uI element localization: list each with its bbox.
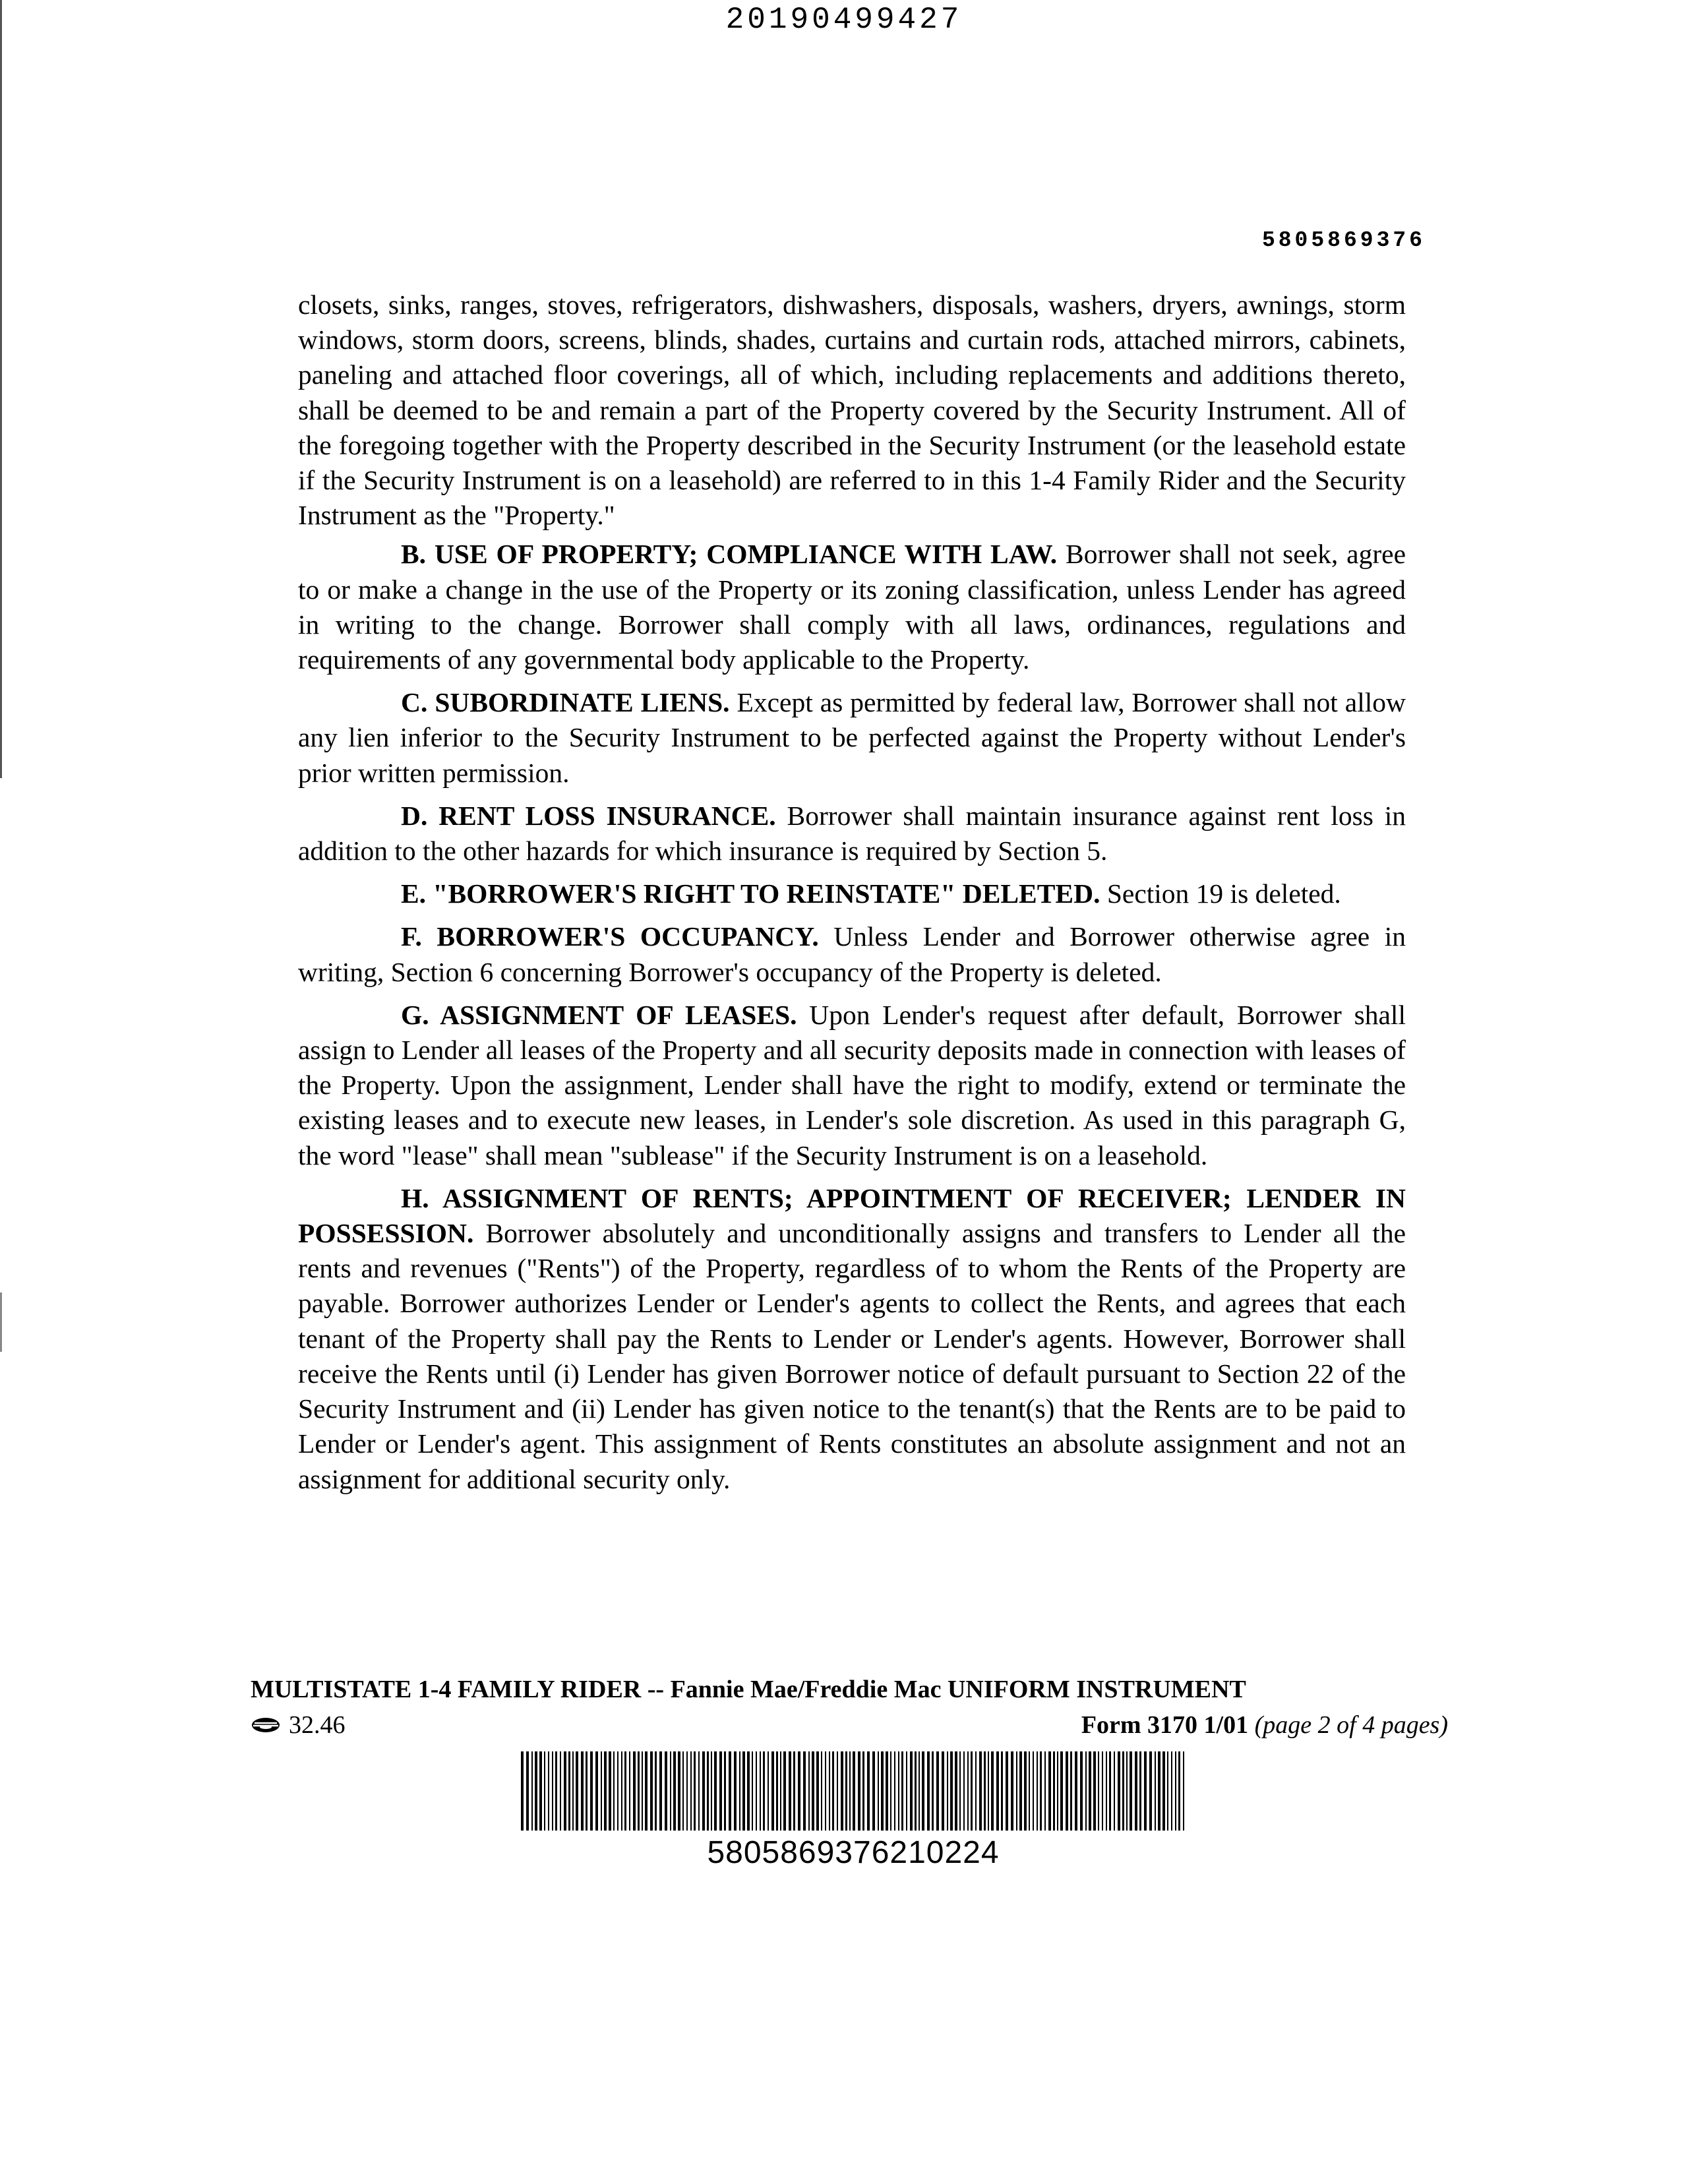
barcode-bar	[678, 1751, 680, 1831]
barcode-bar	[829, 1751, 830, 1831]
barcode-bar	[544, 1751, 545, 1831]
section-f-text: Unless Lender and Borrower otherwise agree in writing, Section 6 concerning Borrower's occupancy of the Property is deleted.	[298, 921, 1406, 987]
form-code: 32.46	[289, 1711, 346, 1739]
barcode-bar	[1057, 1751, 1058, 1831]
barcode-bar	[789, 1751, 791, 1831]
vmp-logo-icon	[251, 1716, 281, 1734]
barcode-bar	[539, 1751, 542, 1831]
barcode-bar	[1037, 1751, 1038, 1831]
barcode-bar	[1070, 1751, 1072, 1831]
barcode-bar	[906, 1751, 907, 1831]
form-title: MULTISTATE 1-4 FAMILY RIDER -- Fannie Mae/Freddie Mac UNIFORM INSTRUMENT	[251, 1676, 1246, 1703]
barcode-bar	[1126, 1751, 1128, 1831]
section-d-heading: D. RENT LOSS INSURANCE.	[401, 800, 776, 831]
page-indicator: (page 2 of 4 pages)	[1254, 1711, 1448, 1739]
barcode-bar	[825, 1751, 826, 1831]
barcode-bar	[780, 1751, 781, 1831]
barcode-bar	[1066, 1751, 1068, 1831]
barcode-bar	[590, 1751, 593, 1831]
barcode-bar	[747, 1751, 750, 1831]
barcode-bar	[564, 1751, 566, 1831]
barcode-bar	[1139, 1751, 1141, 1831]
barcode-bar	[950, 1751, 953, 1831]
barcode-bar	[890, 1751, 891, 1831]
barcode-bar	[1122, 1751, 1124, 1831]
barcode-bar	[617, 1751, 618, 1831]
barcode-bar	[638, 1751, 640, 1831]
barcode-bar	[1098, 1751, 1099, 1831]
section-c-text: Except as permitted by federal law, Borrower shall not allow any lien inferior to the Security Instrument to be perfected against the Property without Lender's prior written permission.	[298, 687, 1406, 788]
barcode-bar	[988, 1751, 989, 1831]
barcode-bar	[642, 1751, 643, 1831]
barcode-bar	[714, 1751, 717, 1831]
barcode-bar	[1033, 1751, 1034, 1831]
barcode-bar	[932, 1751, 934, 1831]
form-number: Form 3170 1/01	[1081, 1711, 1249, 1739]
barcode-bar	[633, 1751, 636, 1831]
section-h	[298, 1181, 1406, 1497]
barcode-bar	[624, 1751, 626, 1831]
barcode-bar	[686, 1751, 688, 1831]
barcode-bar	[1130, 1751, 1132, 1831]
barcode-bar	[1106, 1751, 1107, 1831]
barcode-bar	[1158, 1751, 1160, 1831]
barcode-bar	[673, 1751, 676, 1831]
barcode-bar	[821, 1751, 822, 1831]
barcode-bar	[798, 1751, 800, 1831]
barcode-bar	[979, 1751, 982, 1831]
barcode-bar	[793, 1751, 795, 1831]
barcode-bar	[858, 1751, 860, 1831]
barcode-bar	[967, 1751, 969, 1831]
barcode-bar	[739, 1751, 740, 1831]
barcode-bar	[531, 1751, 533, 1831]
barcode-bar	[1019, 1751, 1022, 1831]
barcode-bar	[621, 1751, 622, 1831]
barcode-bar	[1149, 1751, 1152, 1831]
barcode-bar	[971, 1751, 973, 1831]
barcode-bar	[1011, 1751, 1013, 1831]
barcode-bar	[927, 1751, 930, 1831]
barcode-bar	[1053, 1751, 1055, 1831]
barcode-bar	[910, 1751, 913, 1831]
barcode-bar	[1075, 1751, 1077, 1831]
barcode-bar	[1060, 1751, 1063, 1831]
barcode-bar	[1016, 1751, 1017, 1831]
section-b-text: Borrower shall not seek, agree to or make a change in the use of the Property or its zoning classification, unless Lender has agreed in writing to the change. Borrower shall comply with all laws, ordinances, regulations and requirements of any governmental body applicable to the Property.	[298, 539, 1406, 675]
left-margin-mark	[0, 1292, 2, 1352]
barcode-bar	[629, 1751, 630, 1831]
barcode-bar	[1144, 1751, 1147, 1831]
section-b-heading: B. USE OF PROPERTY; COMPLIANCE WITH LAW.	[401, 539, 1058, 570]
barcode-bar	[613, 1751, 615, 1831]
barcode-bar	[816, 1751, 819, 1831]
loan-number: 5805869376	[1261, 228, 1426, 253]
barcode-bar	[698, 1751, 700, 1831]
barcode-bar	[742, 1751, 745, 1831]
barcode-bar	[942, 1751, 944, 1831]
barcode-bar	[898, 1751, 899, 1831]
section-g-heading: G. ASSIGNMENT OF LEASES.	[401, 999, 797, 1030]
barcode-bar	[729, 1751, 731, 1831]
section-e	[298, 876, 1406, 911]
barcode-bar	[659, 1751, 662, 1831]
barcode-bar	[1001, 1751, 1003, 1831]
barcode-bar	[915, 1751, 917, 1831]
barcode-bar	[1114, 1751, 1115, 1831]
barcode-bar	[604, 1751, 607, 1831]
barcode-bar	[586, 1751, 588, 1831]
barcode-bar	[963, 1751, 965, 1831]
barcode-bar	[955, 1751, 957, 1831]
barcode-bar	[803, 1751, 806, 1831]
barcode-bar	[655, 1751, 657, 1831]
barcode-bar	[552, 1751, 553, 1831]
barcode-bar	[1089, 1751, 1091, 1831]
form-code-block	[251, 1711, 346, 1740]
barcode-bar	[991, 1751, 994, 1831]
barcode-bar	[576, 1751, 578, 1831]
barcode-bar	[760, 1751, 761, 1831]
barcode-bar	[670, 1751, 671, 1831]
barcode-bar	[694, 1751, 696, 1831]
barcode-bar	[1162, 1751, 1165, 1831]
recording-number: 20190499427	[725, 3, 963, 37]
barcode-bar	[711, 1751, 712, 1831]
barcode-bar	[808, 1751, 810, 1831]
section-h-text: Borrower absolutely and unconditionally assigns and transfers to Lender all the rents and revenues ("Rents") of the Property, regardless of to whom the Rents of the Property are payable. Borrower authorizes Lender or Lender's agents to collect the Rents, and agrees that each tenant of the Property shall pay the Rents to Lender or Lender's agents. However, Borrower shall receive the Rents until (i) Lender has given Borrower notice of default pursuant to Section 22 of the Security Instrument and (ii) Lender has given notice to the tenant(s) that the Rents are to be paid to Lender or Lender's agent. This assignment of Rents constitutes an absolute assignment and not an assignment for additional security only.	[298, 1218, 1406, 1494]
barcode-bar	[702, 1751, 705, 1831]
barcode-bar	[867, 1751, 870, 1831]
barcode-bar	[1044, 1751, 1046, 1831]
section-g	[298, 998, 1406, 1173]
barcode-bar	[919, 1751, 920, 1831]
barcode-bar	[1024, 1751, 1027, 1831]
barcode-bar	[812, 1751, 814, 1831]
barcode-bar	[996, 1751, 999, 1831]
barcode-bar	[922, 1751, 924, 1831]
barcode-bar	[1109, 1751, 1111, 1831]
barcode-bar	[707, 1751, 709, 1831]
barcode-bar	[568, 1751, 570, 1831]
barcode-bar	[1093, 1751, 1096, 1831]
barcode-bar	[682, 1751, 684, 1831]
barcode-bar	[878, 1751, 879, 1831]
barcode-bar	[521, 1751, 524, 1831]
section-h-heading: H. ASSIGNMENT OF RENTS; APPOINTMENT OF RECEIVER; LENDER IN POSSESSION.	[298, 1182, 1406, 1249]
barcode-bar	[841, 1751, 843, 1831]
barcode-bar	[1080, 1751, 1083, 1831]
section-f	[298, 919, 1406, 989]
section-d-text: Borrower shall maintain insurance against rent loss in addition to the other hazards for which insurance is required by Section 5.	[298, 800, 1406, 866]
barcode-bar	[1040, 1751, 1042, 1831]
barcode-bar	[1085, 1751, 1087, 1831]
barcode-bar	[872, 1751, 875, 1831]
barcode	[520, 1751, 1187, 1831]
barcode-bar	[984, 1751, 986, 1831]
barcode-bar	[862, 1751, 864, 1831]
barcode-bar	[756, 1751, 757, 1831]
section-f-heading: F. BORROWER'S OCCUPANCY.	[401, 921, 819, 952]
barcode-bar	[881, 1751, 884, 1831]
form-identifier	[1081, 1711, 1448, 1740]
barcode-bar	[894, 1751, 895, 1831]
section-c-heading: C. SUBORDINATE LIENS.	[401, 687, 730, 718]
barcode-bar	[845, 1751, 847, 1831]
barcode-bar	[1006, 1751, 1008, 1831]
barcode-bar	[665, 1751, 667, 1831]
barcode-bar	[849, 1751, 851, 1831]
barcode-bar	[724, 1751, 726, 1831]
barcode-bar	[975, 1751, 977, 1831]
barcode-bar	[768, 1751, 769, 1831]
barcode-bar	[609, 1751, 611, 1831]
barcode-bar	[1155, 1751, 1156, 1831]
barcode-bar	[1048, 1751, 1051, 1831]
barcode-bar	[690, 1751, 692, 1831]
barcode-bar	[832, 1751, 834, 1831]
barcode-bar	[548, 1751, 549, 1831]
barcode-bar	[1118, 1751, 1120, 1831]
barcode-bar	[947, 1751, 948, 1831]
section-e-heading: E. "BORROWER'S RIGHT TO REINSTATE" DELETED.	[401, 878, 1100, 909]
barcode-bar	[734, 1751, 737, 1831]
rider-body	[298, 288, 1406, 1497]
section-b	[298, 537, 1406, 677]
barcode-bar	[1167, 1751, 1168, 1831]
barcode-bar	[1135, 1751, 1137, 1831]
barcode-bar	[771, 1751, 774, 1831]
barcode-bar	[936, 1751, 939, 1831]
barcode-bar	[560, 1751, 561, 1831]
barcode-bar	[837, 1751, 838, 1831]
barcode-bar	[572, 1751, 574, 1831]
section-g-text: Upon Lender's request after default, Borrower shall assign to Lender all leases of the Property and all security deposits made in connection with leases of the Property. Upon the assignment, Lender shall have the right to modify, extend or terminate the existing leases and to execute new leases, in Lender's sole discretion. As used in this paragraph G, the word "lease" shall mean "sublease" if the Security Instrument is on a leasehold.	[298, 999, 1406, 1170]
barcode-bar	[783, 1751, 786, 1831]
barcode-bar	[645, 1751, 648, 1831]
barcode-bar	[776, 1751, 778, 1831]
barcode-bar	[1171, 1751, 1172, 1831]
barcode-number: 5805869376210224	[707, 1835, 1000, 1870]
barcode-bar	[601, 1751, 602, 1831]
barcode-bar	[959, 1751, 961, 1831]
barcode-bar	[719, 1751, 722, 1831]
barcode-bar	[1183, 1751, 1184, 1831]
barcode-bar	[1029, 1751, 1030, 1831]
barcode-bar	[581, 1751, 584, 1831]
barcode-bar	[650, 1751, 653, 1831]
section-e-text: Section 19 is deleted.	[1100, 878, 1341, 909]
barcode-bar	[752, 1751, 753, 1831]
left-margin-mark	[0, 0, 2, 778]
intro-paragraph: closets, sinks, ranges, stoves, refrigerators, dishwashers, disposals, washers, dryers, awnings, storm windows, storm doors, screens, blinds, shades, curtains and curtain rods, attached mirrors, cabinets, paneling and attached floor coverings, all of which, including replacements and additions thereto, shall be deemed to be and remain a part of the Property covered by the Security Instrument. All of the foregoing together with the Property described in the Security Instrument (or the leasehold estate if the Security Instrument is on a leasehold) are referred to in this 1-4 Family Rider and the Security Instrument as the "Property."	[298, 289, 1406, 531]
barcode-bar	[526, 1751, 529, 1831]
barcode-bar	[1102, 1751, 1103, 1831]
barcode-bar	[555, 1751, 557, 1831]
barcode-bar	[535, 1751, 537, 1831]
barcode-bar	[595, 1751, 598, 1831]
barcode-bar	[886, 1751, 888, 1831]
barcode-bar	[901, 1751, 903, 1831]
barcode-bar	[763, 1751, 765, 1831]
section-d	[298, 799, 1406, 868]
barcode-bar	[1175, 1751, 1176, 1831]
barcode-bar	[1178, 1751, 1180, 1831]
barcode-bar	[853, 1751, 855, 1831]
section-c	[298, 685, 1406, 791]
